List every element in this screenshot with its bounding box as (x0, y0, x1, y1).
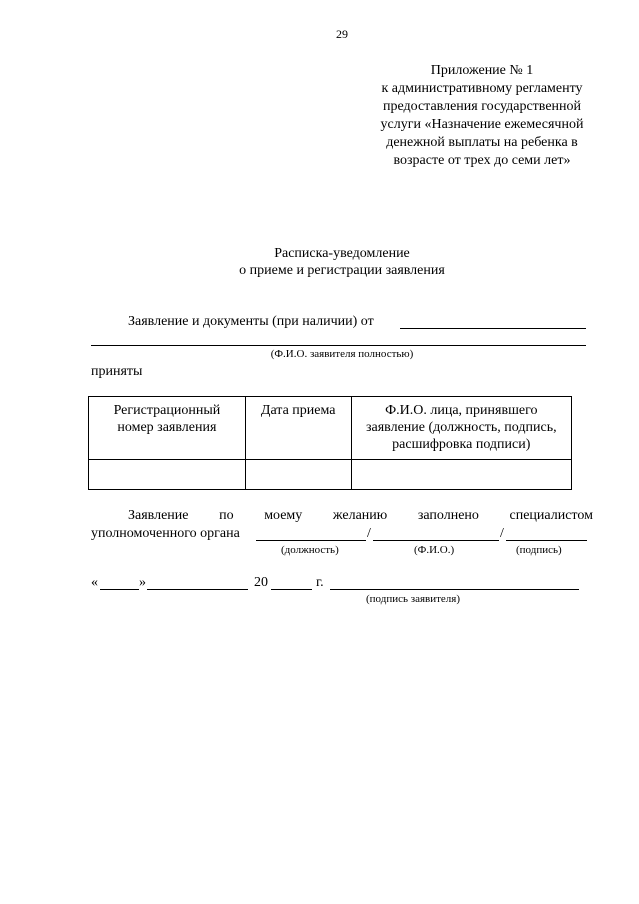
fio-line[interactable] (373, 540, 499, 541)
word: Заявление (128, 508, 189, 523)
cell-receiver[interactable] (351, 460, 571, 490)
month-line[interactable] (147, 589, 248, 590)
table-header-row (89, 397, 572, 460)
registration-table (88, 396, 572, 490)
year-prefix: 20 (254, 575, 268, 590)
word: моему (264, 508, 303, 523)
appendix-line: предоставления государственной (382, 99, 582, 114)
quote-close: » (139, 575, 146, 590)
appendix-header (354, 62, 610, 170)
appendix-line: к административному регламенту (381, 81, 583, 96)
document-title (0, 245, 639, 279)
word: желанию (332, 508, 388, 523)
caption-fio: (Ф.И.О.) (414, 544, 455, 556)
title-line-1: Расписка-уведомление (274, 246, 410, 261)
separator-1: / (367, 526, 371, 541)
statement-text: Заявление и документы (при наличии) от (128, 314, 374, 329)
cell-date[interactable] (245, 460, 351, 490)
appendix-line: услуги «Назначение ежемесячной (380, 117, 584, 132)
title-line-2: о приеме и регистрации заявления (239, 263, 445, 278)
fio-caption: (Ф.И.О. заявителя полностью) (270, 348, 414, 360)
header-receiver: Ф.И.О. лица, принявшего заявление (должность, подпись, расшифровка подписи) (351, 397, 571, 460)
word: по (219, 508, 234, 523)
accepted-label: приняты (91, 364, 143, 379)
word: заполнено (417, 508, 479, 523)
appendix-line: Приложение № 1 (430, 63, 534, 78)
table-row (89, 460, 572, 490)
page-number: 29 (336, 27, 348, 41)
header-date: Дата приема (245, 397, 351, 460)
appendix-line: возрасте от трех до семи лет» (393, 153, 571, 168)
position-line[interactable] (256, 540, 366, 541)
day-line[interactable] (100, 589, 139, 590)
cell-reg-number[interactable] (89, 460, 246, 490)
applicant-name-line[interactable] (400, 328, 586, 329)
year-suffix: г. (316, 575, 324, 590)
caption-signature: (подпись) (516, 544, 562, 556)
signature-line[interactable] (506, 540, 587, 541)
filled-by-sentence (128, 508, 593, 524)
authorized-body-label: уполномоченного органа (91, 526, 240, 541)
applicant-signature-line[interactable] (330, 589, 579, 590)
caption-position: (должность) (281, 544, 339, 556)
word: специалистом (509, 508, 593, 523)
year-line[interactable] (271, 589, 312, 590)
applicant-name-line-2[interactable] (91, 345, 586, 346)
appendix-line: денежной выплаты на ребенка в (386, 135, 578, 150)
applicant-signature-caption: (подпись заявителя) (366, 593, 461, 605)
quote-open: « (91, 575, 98, 590)
separator-2: / (500, 526, 504, 541)
header-reg-number: Регистрационный номер заявления (89, 397, 246, 460)
